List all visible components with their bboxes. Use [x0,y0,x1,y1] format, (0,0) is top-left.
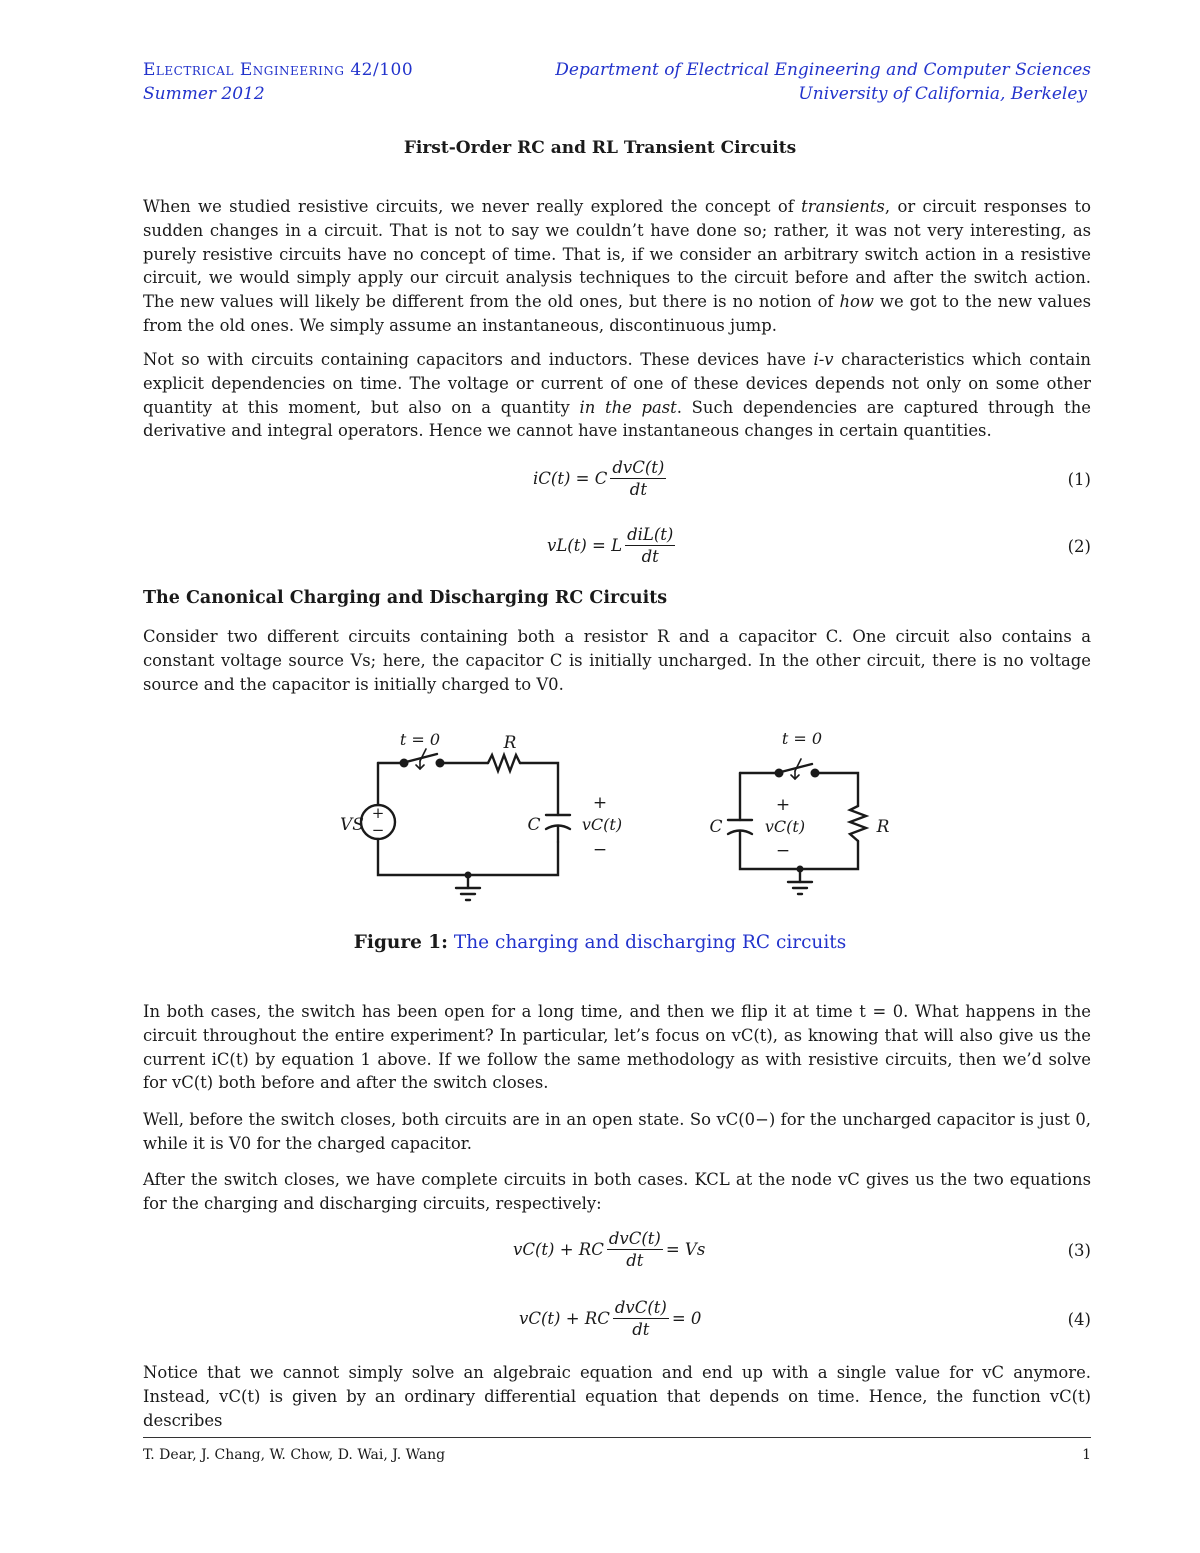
paragraph-intro: When we studied resistive circuits, we never really explored the concept of transients, or circuit responses to sudden changes in a circuit. That is not to say we couldn’t have done so; rather, it was not very interesting, as purely resistive circuits have no concept of time. That is, if we consider an arbitrary switch action in a resistive circuit, we would simply apply our circuit analysis techniques to the circuit before and after the switch action. The new values will likely be different from the old ones, but there is no notion of how we got to the new values from the old ones. We simply assume an instantaneous, discontinuous jump. [143,197,1091,335]
equation-3 [143,1229,1091,1277]
equation-rhs: = 0 [671,1309,702,1328]
switch-contact [436,759,445,768]
page-number: 1 [1082,1447,1091,1463]
equation-numerator: dvC(t) [608,1229,661,1248]
equation-rhs: = Vs [665,1240,706,1259]
term-header: Summer 2012 [143,84,265,104]
paragraph-capacitors-inductors: Not so with circuits containing capacitors and inductors. These devices have i-v characteristics which contain explicit dependencies on time. The voltage or current of one of these devices depends not only on some other quantity at this moment, but also on a quantity in the past. Such dependencies are captured through the derivative and integral operators. Hence we cannot have instantaneous changes in certain quantities. [143,350,1092,441]
voltage-label: vC(t) [764,817,806,836]
ground-node [465,872,472,879]
switch-label: t = 0 [399,730,441,749]
ground-node [797,866,804,873]
switch-contact [400,759,409,768]
paragraph-both-cases: In both cases, the switch has been open for a long time, and then we flip it at time t = 0. What happens in the circuit throughout the entire experiment? In particular, let’s focus on vC(t), as knowing that will also give us the current iC(t) by equation 1 above. If we follow the same methodology as with resistive circuits, then we’d solve for vC(t) both before and after the switch closes. [143,1002,1091,1093]
voltage-minus: − [592,840,608,860]
resistor-label: R [876,817,890,837]
source-label: VS [340,815,364,835]
rc-circuits-figure [320,718,920,918]
document-title: First-Order RC and RL Transient Circuits [403,138,797,158]
resistor-label: R [503,733,517,753]
voltage-plus: + [775,795,791,815]
source-plus: + [371,804,385,822]
equation-denominator: dt [641,547,659,566]
equation-denominator: dt [626,1251,644,1270]
equation-lhs: vL(t) = L [547,536,623,555]
equation-1 [143,458,1091,506]
department-header: Department of Electrical Engineering and Computer Sciences [555,60,1091,80]
switch-contact [811,769,820,778]
equation-numerator: diL(t) [627,525,674,544]
source-minus: − [371,821,385,839]
equation-4 [143,1298,1091,1346]
figure-caption [0,932,1200,953]
paragraph-after-switch: After the switch closes, we have complete circuits in both cases. KCL at the node vC gives us the two equations for the charging and discharging circuits, respectively: [143,1170,1091,1213]
university-header: University of California, Berkeley [798,84,1087,104]
equation-number: (4) [1067,1310,1091,1329]
paragraph-notice: Notice that we cannot simply solve an algebraic equation and end up with a single value for vC anymore. Instead, vC(t) is given by an ordinary differential equation that depends on time. Hence, the function vC(t) describes [143,1363,1091,1430]
switch-contact [775,769,784,778]
footer-divider [143,1437,1091,1438]
voltage-plus: + [592,793,608,813]
equation-denominator: dt [629,480,647,499]
equation-numerator: dvC(t) [614,1298,667,1317]
equation-number: (3) [1067,1241,1091,1260]
switch-label: t = 0 [781,729,823,748]
resistor-symbol [488,755,520,771]
figure-caption-label: Figure 1: [353,932,448,953]
figure-caption-text: The charging and discharging RC circuits [453,932,847,953]
paragraph-consider-circuits: Consider two different circuits containing both a resistor R and a capacitor C. One circuit also contains a constant voltage source Vs; here, the capacitor C is initially uncharged. In the other circuit, there is no voltage source and the capacitor is initially charged to V0. [143,627,1091,694]
equation-numerator: dvC(t) [612,458,665,477]
equation-number: (1) [1067,470,1091,489]
equation-denominator: dt [632,1320,650,1339]
voltage-minus: − [775,841,791,861]
equation-number: (2) [1067,537,1091,556]
course-header: Electrical Engineering 42/100 [143,60,414,80]
equation-lhs: vC(t) + RC [513,1240,604,1259]
equation-2 [143,525,1091,573]
footer-authors: T. Dear, J. Chang, W. Chow, D. Wai, J. Wang [143,1447,446,1463]
capacitor-label: C [527,815,541,835]
equation-lhs: iC(t) = C [533,469,608,488]
section-heading: The Canonical Charging and Discharging RC Circuits [143,588,668,608]
paragraph-before-switch: Well, before the switch closes, both circuits are in an open state. So vC(0−) for the uncharged capacitor is just 0, while it is V0 for the charged capacitor. [143,1110,1091,1153]
voltage-label: vC(t) [581,815,623,834]
resistor-symbol [850,806,866,841]
capacitor-label: C [709,817,723,837]
equation-lhs: vC(t) + RC [519,1309,610,1328]
